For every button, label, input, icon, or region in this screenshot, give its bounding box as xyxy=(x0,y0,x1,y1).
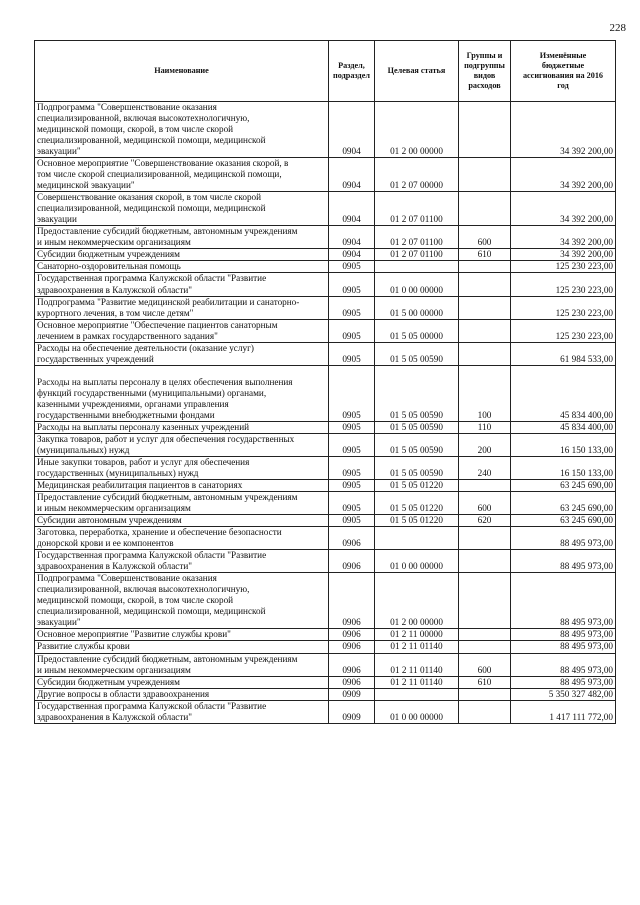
row-section: 0905 xyxy=(329,421,375,433)
row-section: 0904 xyxy=(329,192,375,226)
table-body xyxy=(35,102,616,724)
row-article: 01 2 11 01140 xyxy=(375,653,459,676)
row-group: 610 xyxy=(459,676,511,688)
budget-allocation-table xyxy=(34,40,616,724)
row-sum: 88 495 973,00 xyxy=(511,550,616,573)
row-sum: 88 495 973,00 xyxy=(511,629,616,641)
row-group: 110 xyxy=(459,421,511,433)
row-article: 01 5 05 00590 xyxy=(375,456,459,479)
row-group xyxy=(459,158,511,192)
row-section: 0905 xyxy=(329,480,375,492)
table-row xyxy=(35,573,616,629)
table-row xyxy=(35,296,616,319)
table-row xyxy=(35,433,616,456)
table-row xyxy=(35,527,616,550)
row-article xyxy=(375,261,459,273)
row-name: Основное мероприятие "Обеспечение пациентов санаторным лечением в рамках государственного задания" xyxy=(35,319,329,342)
table-row xyxy=(35,629,616,641)
row-article: 01 2 00 00000 xyxy=(375,573,459,629)
row-group xyxy=(459,273,511,296)
row-sum: 88 495 973,00 xyxy=(511,653,616,676)
table-row xyxy=(35,641,616,653)
row-sum: 1 417 111 772,00 xyxy=(511,700,616,723)
row-name: Расходы на выплаты персоналу казенных учреждений xyxy=(35,421,329,433)
row-article: 01 2 07 00000 xyxy=(375,158,459,192)
row-name: Закупка товаров, работ и услуг для обеспечения государственных (муниципальных) нужд xyxy=(35,433,329,456)
table-row xyxy=(35,226,616,249)
row-group: 610 xyxy=(459,249,511,261)
row-name: Расходы на выплаты персоналу в целях обеспечения выполнения функций государственными (муниципальными) органами, казенными учреждениями, органами управления государственными внебюджетными фондами xyxy=(35,365,329,421)
row-name: Субсидии бюджетным учреждениям xyxy=(35,676,329,688)
row-sum: 61 984 533,00 xyxy=(511,342,616,365)
row-sum: 34 392 200,00 xyxy=(511,102,616,158)
table-row xyxy=(35,700,616,723)
table-row xyxy=(35,653,616,676)
row-name: Подпрограмма "Совершенствование оказания специализированной, включая высокотехнологичную, медицинской помощи, скорой, в том числе скорой специализированной, медицинской помощи, медицинской эвакуации" xyxy=(35,102,329,158)
row-section: 0904 xyxy=(329,226,375,249)
row-name: Субсидии автономным учреждениям xyxy=(35,515,329,527)
header-article: Целевая статья xyxy=(375,41,459,102)
row-article: 01 0 00 00000 xyxy=(375,273,459,296)
row-sum: 125 230 223,00 xyxy=(511,261,616,273)
row-sum: 63 245 690,00 xyxy=(511,515,616,527)
row-article: 01 5 05 00590 xyxy=(375,421,459,433)
row-sum: 63 245 690,00 xyxy=(511,480,616,492)
table-row xyxy=(35,158,616,192)
row-group: 200 xyxy=(459,433,511,456)
row-name: Подпрограмма "Развитие медицинской реабилитации и санаторно- курортного лечения, в том числе детям" xyxy=(35,296,329,319)
row-section: 0909 xyxy=(329,688,375,700)
row-article: 01 2 00 00000 xyxy=(375,102,459,158)
row-group: 600 xyxy=(459,492,511,515)
table-row xyxy=(35,480,616,492)
row-group xyxy=(459,688,511,700)
header-section: Раздел, подраздел xyxy=(329,41,375,102)
table-row xyxy=(35,456,616,479)
row-section: 0909 xyxy=(329,700,375,723)
row-sum: 5 350 327 482,00 xyxy=(511,688,616,700)
table-row xyxy=(35,492,616,515)
row-sum: 88 495 973,00 xyxy=(511,676,616,688)
table-row xyxy=(35,421,616,433)
row-sum: 88 495 973,00 xyxy=(511,641,616,653)
row-article: 01 0 00 00000 xyxy=(375,700,459,723)
row-section: 0906 xyxy=(329,527,375,550)
row-name: Предоставление субсидий бюджетным, автономным учреждениям и иным некоммерческим организациям xyxy=(35,492,329,515)
row-article: 01 0 00 00000 xyxy=(375,550,459,573)
row-article: 01 2 07 01100 xyxy=(375,226,459,249)
row-name: Подпрограмма "Совершенствование оказания специализированной, включая высокотехнологичную, медицинской помощи, скорой, в том числе скорой специализированной, медицинской помощи, медицинской эвакуации" xyxy=(35,573,329,629)
row-sum: 34 392 200,00 xyxy=(511,192,616,226)
row-group xyxy=(459,629,511,641)
row-article: 01 2 07 01100 xyxy=(375,249,459,261)
row-name: Государственная программа Калужской области "Развитие здравоохранения в Калужской области" xyxy=(35,700,329,723)
row-article: 01 5 05 01220 xyxy=(375,492,459,515)
row-section: 0905 xyxy=(329,365,375,421)
row-sum: 125 230 223,00 xyxy=(511,273,616,296)
table-row xyxy=(35,273,616,296)
row-article: 01 5 05 00000 xyxy=(375,319,459,342)
table-row xyxy=(35,688,616,700)
row-section: 0904 xyxy=(329,102,375,158)
row-sum: 45 834 400,00 xyxy=(511,421,616,433)
row-article: 01 5 05 00590 xyxy=(375,342,459,365)
row-article xyxy=(375,688,459,700)
row-group xyxy=(459,641,511,653)
row-sum: 34 392 200,00 xyxy=(511,158,616,192)
row-name: Субсидии бюджетным учреждениям xyxy=(35,249,329,261)
table-row xyxy=(35,319,616,342)
row-article xyxy=(375,527,459,550)
row-name: Государственная программа Калужской области "Развитие здравоохранения в Калужской области" xyxy=(35,273,329,296)
row-section: 0904 xyxy=(329,249,375,261)
row-group xyxy=(459,480,511,492)
row-article: 01 2 07 01100 xyxy=(375,192,459,226)
row-section: 0905 xyxy=(329,515,375,527)
row-article: 01 5 05 00590 xyxy=(375,365,459,421)
row-section: 0905 xyxy=(329,492,375,515)
row-name: Санаторно-оздоровительная помощь xyxy=(35,261,329,273)
row-sum: 34 392 200,00 xyxy=(511,249,616,261)
row-name: Медицинская реабилитация пациентов в санаториях xyxy=(35,480,329,492)
row-name: Заготовка, переработка, хранение и обеспечение безопасности донорской крови и ее компонентов xyxy=(35,527,329,550)
row-section: 0906 xyxy=(329,573,375,629)
row-name: Предоставление субсидий бюджетным, автономным учреждениям и иным некоммерческим организациям xyxy=(35,653,329,676)
row-section: 0906 xyxy=(329,653,375,676)
row-section: 0906 xyxy=(329,676,375,688)
table-row xyxy=(35,515,616,527)
row-sum: 16 150 133,00 xyxy=(511,456,616,479)
row-section: 0905 xyxy=(329,273,375,296)
row-group xyxy=(459,192,511,226)
row-group: 100 xyxy=(459,365,511,421)
row-group: 620 xyxy=(459,515,511,527)
table-row xyxy=(35,249,616,261)
row-sum: 88 495 973,00 xyxy=(511,573,616,629)
table-row xyxy=(35,261,616,273)
row-article: 01 2 11 00000 xyxy=(375,629,459,641)
page-number: 228 xyxy=(609,22,626,34)
row-group xyxy=(459,573,511,629)
row-group xyxy=(459,296,511,319)
row-section: 0906 xyxy=(329,641,375,653)
row-group: 600 xyxy=(459,653,511,676)
row-name: Основное мероприятие "Совершенствование оказания скорой, в том числе скорой специализированной, медицинской помощи, медицинской эвакуации" xyxy=(35,158,329,192)
row-group xyxy=(459,342,511,365)
row-group xyxy=(459,700,511,723)
row-article: 01 5 05 01220 xyxy=(375,480,459,492)
row-group: 240 xyxy=(459,456,511,479)
row-section: 0905 xyxy=(329,261,375,273)
row-sum: 125 230 223,00 xyxy=(511,296,616,319)
row-section: 0904 xyxy=(329,158,375,192)
row-article: 01 2 11 01140 xyxy=(375,641,459,653)
row-name: Совершенствование оказания скорой, в том числе скорой специализированной, медицинской помощи, медицинской эвакуации xyxy=(35,192,329,226)
row-group xyxy=(459,319,511,342)
row-name: Предоставление субсидий бюджетным, автономным учреждениям и иным некоммерческим организациям xyxy=(35,226,329,249)
row-name: Иные закупки товаров, работ и услуг для обеспечения государственных (муниципальных) нужд xyxy=(35,456,329,479)
row-section: 0905 xyxy=(329,296,375,319)
row-section: 0905 xyxy=(329,456,375,479)
row-article: 01 5 00 00000 xyxy=(375,296,459,319)
row-name: Основное мероприятие "Развитие службы крови" xyxy=(35,629,329,641)
table-row xyxy=(35,676,616,688)
row-sum: 45 834 400,00 xyxy=(511,365,616,421)
row-section: 0906 xyxy=(329,550,375,573)
table-row xyxy=(35,365,616,421)
row-sum: 34 392 200,00 xyxy=(511,226,616,249)
header-group: Группы и подгруппы видов расходов xyxy=(459,41,511,102)
row-name: Расходы на обеспечение деятельности (оказание услуг) государственных учреждений xyxy=(35,342,329,365)
row-section: 0905 xyxy=(329,319,375,342)
table-header-row xyxy=(35,41,616,102)
row-sum: 125 230 223,00 xyxy=(511,319,616,342)
header-sum: Изменённые бюджетные ассигнования на 2016 год xyxy=(511,41,616,102)
row-article: 01 2 11 01140 xyxy=(375,676,459,688)
row-article: 01 5 05 01220 xyxy=(375,515,459,527)
table-row xyxy=(35,342,616,365)
table-row xyxy=(35,192,616,226)
row-group xyxy=(459,261,511,273)
row-section: 0905 xyxy=(329,342,375,365)
row-sum: 16 150 133,00 xyxy=(511,433,616,456)
table-row xyxy=(35,550,616,573)
row-group xyxy=(459,102,511,158)
row-sum: 63 245 690,00 xyxy=(511,492,616,515)
row-section: 0906 xyxy=(329,629,375,641)
row-section: 0905 xyxy=(329,433,375,456)
row-sum: 88 495 973,00 xyxy=(511,527,616,550)
row-name: Государственная программа Калужской области "Развитие здравоохранения в Калужской области" xyxy=(35,550,329,573)
table-row xyxy=(35,102,616,158)
header-name: Наименование xyxy=(35,41,329,102)
row-name: Развитие службы крови xyxy=(35,641,329,653)
row-group xyxy=(459,550,511,573)
row-group: 600 xyxy=(459,226,511,249)
row-article: 01 5 05 00590 xyxy=(375,433,459,456)
row-name: Другие вопросы в области здравоохранения xyxy=(35,688,329,700)
row-group xyxy=(459,527,511,550)
